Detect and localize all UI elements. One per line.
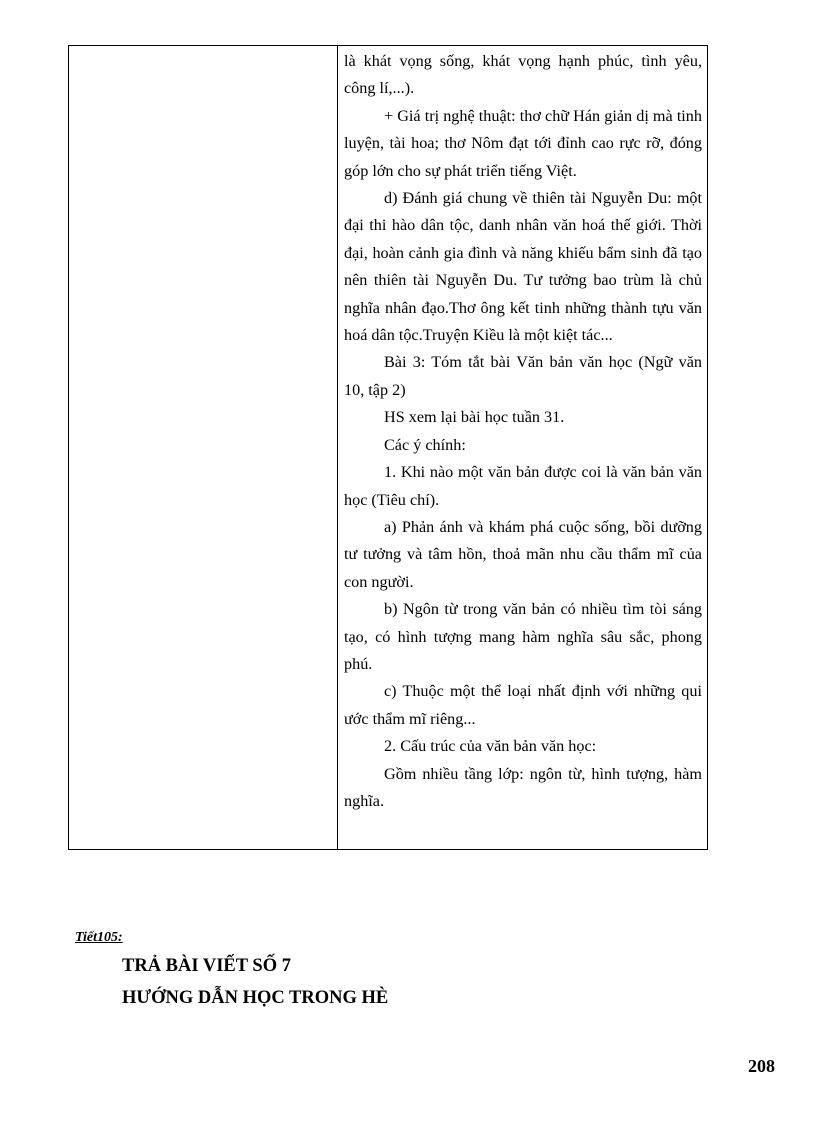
- paragraph: + Giá trị nghệ thuật: thơ chữ Hán giản dị mà tinh luyện, tài hoa; thơ Nôm đạt tới đỉnh cao rực rỡ, đóng góp lớn cho sự phát triển tiếng Việt.: [344, 106, 702, 180]
- paragraph: b) Ngôn từ trong văn bản có nhiều tìm tòi sáng tạo, có hình tượng mang hàm nghĩa sâu sắc, phong phú.: [344, 600, 702, 673]
- paragraph: HS xem lại bài học tuần 31.: [384, 408, 565, 427]
- paragraph: 1. Khi nào một văn bản được coi là văn bản văn học (Tiêu chí).: [344, 463, 702, 509]
- lesson-title-1: TRẢ BÀI VIẾT SỐ 7: [122, 956, 291, 976]
- content-table: [68, 45, 708, 850]
- paragraph: Bài 3: Tóm tắt bài Văn bản văn học (Ngữ văn 10, tập 2): [344, 353, 702, 399]
- paragraph: Gồm nhiều tầng lớp: ngôn từ, hình tượng, hàm nghĩa.: [344, 764, 702, 810]
- lesson-label: Tiết105:: [75, 930, 123, 945]
- column-divider: [337, 46, 338, 849]
- right-cell: [344, 48, 702, 815]
- paragraph: a) Phản ánh và khám phá cuộc sống, bồi dưỡng tư tưởng và tâm hồn, thoả mãn nhu cầu thẩm mĩ của con người.: [344, 517, 702, 591]
- page-number: 208: [748, 1056, 775, 1076]
- paragraph: Các ý chính:: [384, 435, 466, 454]
- paragraph: c) Thuộc một thể loại nhất định với những qui ước thẩm mĩ riêng...: [344, 682, 702, 728]
- paragraph: 2. Cấu trúc của văn bản văn học:: [384, 737, 597, 756]
- paragraph: d) Đánh giá chung về thiên tài Nguyễn Du: một đại thi hào dân tộc, danh nhân văn hoá thế giới. Thời đại, hoàn cảnh gia đình và năng khiếu bẩm sinh đã tạo nên thiên tài Nguyễn Du. Tư tưởng bao trùm là chủ nghĩa nhân đạo.Thơ ông kết tinh những thành tựu văn hoá dân tộc.Truyện Kiều là một kiệt tác...: [344, 189, 702, 345]
- lesson-title-2: HƯỚNG DẪN HỌC TRONG HÈ: [122, 988, 389, 1008]
- paragraph: là khát vọng sống, khát vọng hạnh phúc, tình yêu, công lí,...).: [344, 52, 702, 98]
